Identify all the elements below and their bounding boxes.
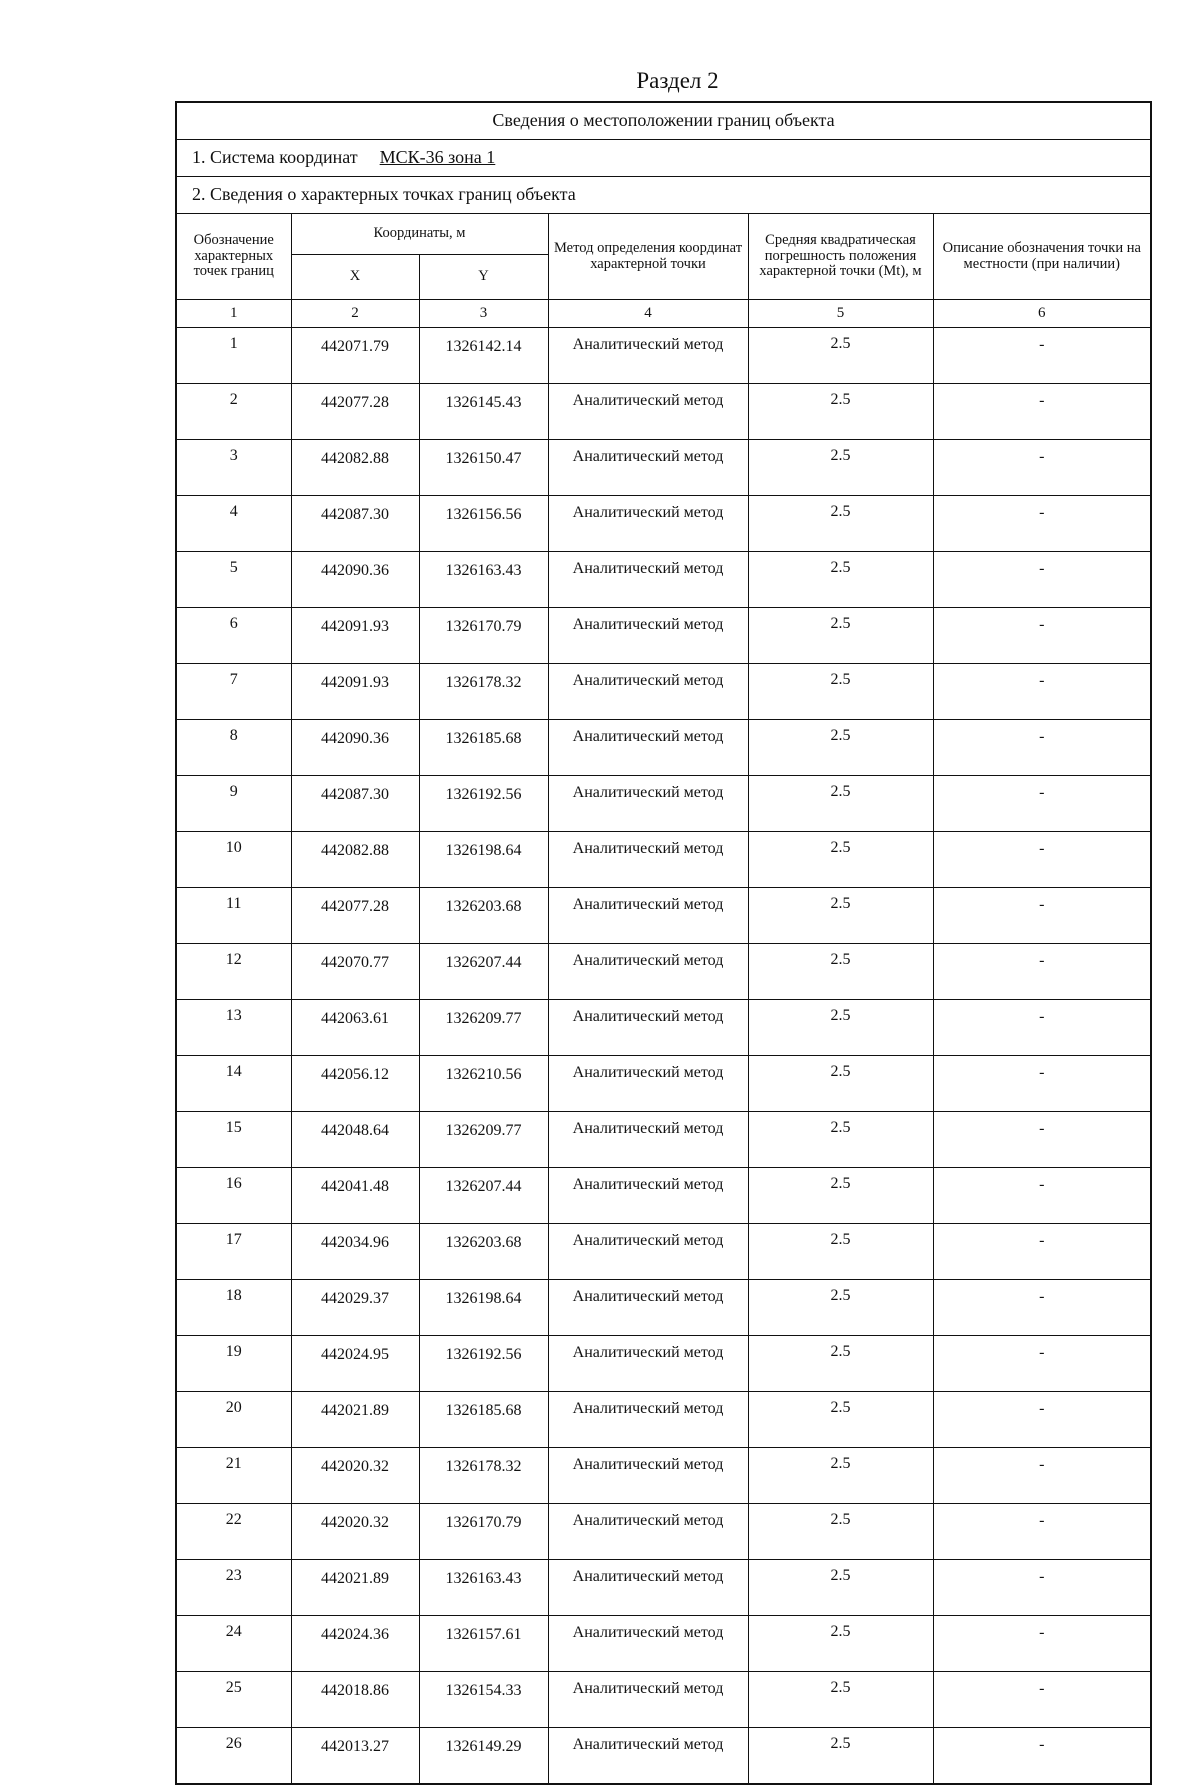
table-row [176, 1336, 1151, 1392]
method-cell: Аналитический метод [548, 1672, 748, 1728]
error-cell: 2.5 [748, 1504, 933, 1560]
table-row [176, 720, 1151, 776]
y-coordinate-cell: 1326178.32 [419, 1448, 548, 1504]
y-coordinate-cell: 1326163.43 [419, 1560, 548, 1616]
header-error: Средняя квадратическая погрешность положения характерной точки (Mt), м [748, 214, 933, 300]
description-cell: - [933, 496, 1151, 552]
point-number-cell: 25 [176, 1672, 291, 1728]
method-cell: Аналитический метод [548, 496, 748, 552]
table-row [176, 888, 1151, 944]
section-title: Раздел 2 [636, 68, 719, 93]
column-number: 2 [291, 300, 419, 328]
error-cell: 2.5 [748, 1000, 933, 1056]
point-number-cell: 8 [176, 720, 291, 776]
x-coordinate-cell: 442087.30 [291, 776, 419, 832]
point-number-cell: 10 [176, 832, 291, 888]
error-cell: 2.5 [748, 1224, 933, 1280]
method-cell: Аналитический метод [548, 832, 748, 888]
point-number-cell: 5 [176, 552, 291, 608]
table-row [176, 776, 1151, 832]
column-number: 6 [933, 300, 1151, 328]
point-number-cell: 9 [176, 776, 291, 832]
y-coordinate-cell: 1326209.77 [419, 1000, 548, 1056]
description-cell: - [933, 384, 1151, 440]
method-cell: Аналитический метод [548, 1616, 748, 1672]
error-cell: 2.5 [748, 552, 933, 608]
point-number-cell: 17 [176, 1224, 291, 1280]
method-cell: Аналитический метод [548, 328, 748, 384]
point-number-cell: 11 [176, 888, 291, 944]
point-number-cell: 3 [176, 440, 291, 496]
description-cell: - [933, 664, 1151, 720]
x-coordinate-cell: 442024.95 [291, 1336, 419, 1392]
point-number-cell: 24 [176, 1616, 291, 1672]
point-number-cell: 15 [176, 1112, 291, 1168]
table-row [176, 328, 1151, 384]
y-coordinate-cell: 1326203.68 [419, 1224, 548, 1280]
point-number-cell: 2 [176, 384, 291, 440]
point-number-cell: 7 [176, 664, 291, 720]
error-cell: 2.5 [748, 944, 933, 1000]
x-coordinate-cell: 442090.36 [291, 552, 419, 608]
method-cell: Аналитический метод [548, 1112, 748, 1168]
method-cell: Аналитический метод [548, 1168, 748, 1224]
y-coordinate-cell: 1326198.64 [419, 832, 548, 888]
column-number: 5 [748, 300, 933, 328]
description-cell: - [933, 1280, 1151, 1336]
y-coordinate-cell: 1326192.56 [419, 776, 548, 832]
y-coordinate-cell: 1326207.44 [419, 944, 548, 1000]
error-cell: 2.5 [748, 1672, 933, 1728]
coord-system-line [176, 140, 1151, 177]
point-number-cell: 18 [176, 1280, 291, 1336]
table-row [176, 384, 1151, 440]
table-row [176, 1728, 1151, 1785]
table-row [176, 1280, 1151, 1336]
error-cell: 2.5 [748, 1280, 933, 1336]
table-row [176, 1448, 1151, 1504]
method-cell: Аналитический метод [548, 944, 748, 1000]
y-coordinate-cell: 1326198.64 [419, 1280, 548, 1336]
error-cell: 2.5 [748, 776, 933, 832]
x-coordinate-cell: 442020.32 [291, 1504, 419, 1560]
description-cell: - [933, 1672, 1151, 1728]
header-coordinates: Координаты, м [291, 214, 548, 255]
description-cell: - [933, 1728, 1151, 1785]
y-coordinate-cell: 1326150.47 [419, 440, 548, 496]
description-cell: - [933, 1504, 1151, 1560]
table-row [176, 664, 1151, 720]
y-coordinate-cell: 1326203.68 [419, 888, 548, 944]
method-cell: Аналитический метод [548, 1392, 748, 1448]
x-coordinate-cell: 442021.89 [291, 1392, 419, 1448]
x-coordinate-cell: 442082.88 [291, 832, 419, 888]
x-coordinate-cell: 442034.96 [291, 1224, 419, 1280]
header-designation: Обозначение характерных точек границ [176, 214, 291, 300]
method-cell: Аналитический метод [548, 1000, 748, 1056]
y-coordinate-cell: 1326163.43 [419, 552, 548, 608]
x-coordinate-cell: 442041.48 [291, 1168, 419, 1224]
y-coordinate-cell: 1326207.44 [419, 1168, 548, 1224]
method-cell: Аналитический метод [548, 608, 748, 664]
point-number-cell: 16 [176, 1168, 291, 1224]
error-cell: 2.5 [748, 720, 933, 776]
y-coordinate-cell: 1326157.61 [419, 1616, 548, 1672]
method-cell: Аналитический метод [548, 1504, 748, 1560]
method-cell: Аналитический метод [548, 1280, 748, 1336]
header-method: Метод определения координат характерной точки [548, 214, 748, 300]
x-coordinate-cell: 442013.27 [291, 1728, 419, 1785]
description-cell: - [933, 1448, 1151, 1504]
error-cell: 2.5 [748, 1056, 933, 1112]
point-number-cell: 26 [176, 1728, 291, 1785]
method-cell: Аналитический метод [548, 552, 748, 608]
description-cell: - [933, 888, 1151, 944]
method-cell: Аналитический метод [548, 664, 748, 720]
table-row [176, 1000, 1151, 1056]
x-coordinate-cell: 442077.28 [291, 384, 419, 440]
description-cell: - [933, 608, 1151, 664]
method-cell: Аналитический метод [548, 384, 748, 440]
error-cell: 2.5 [748, 1560, 933, 1616]
y-coordinate-cell: 1326154.33 [419, 1672, 548, 1728]
description-cell: - [933, 1224, 1151, 1280]
table-row [176, 496, 1151, 552]
error-cell: 2.5 [748, 1616, 933, 1672]
method-cell: Аналитический метод [548, 1560, 748, 1616]
method-cell: Аналитический метод [548, 1728, 748, 1785]
table-row [176, 440, 1151, 496]
table-row [176, 1224, 1151, 1280]
table-row [176, 944, 1151, 1000]
table-row [176, 1616, 1151, 1672]
point-number-cell: 19 [176, 1336, 291, 1392]
error-cell: 2.5 [748, 1168, 933, 1224]
column-numbers-row [176, 300, 1151, 328]
error-cell: 2.5 [748, 1336, 933, 1392]
table-title: Сведения о местоположении границ объекта [176, 102, 1151, 140]
coord-system-value: МСК-36 зона 1 [379, 147, 496, 168]
table-row [176, 1112, 1151, 1168]
column-number: 1 [176, 300, 291, 328]
description-cell: - [933, 328, 1151, 384]
y-coordinate-cell: 1326192.56 [419, 1336, 548, 1392]
x-coordinate-cell: 442018.86 [291, 1672, 419, 1728]
error-cell: 2.5 [748, 1728, 933, 1785]
x-coordinate-cell: 442091.93 [291, 664, 419, 720]
error-cell: 2.5 [748, 608, 933, 664]
y-coordinate-cell: 1326178.32 [419, 664, 548, 720]
x-coordinate-cell: 442090.36 [291, 720, 419, 776]
x-coordinate-cell: 442070.77 [291, 944, 419, 1000]
y-coordinate-cell: 1326149.29 [419, 1728, 548, 1785]
method-cell: Аналитический метод [548, 440, 748, 496]
column-number: 3 [419, 300, 548, 328]
x-coordinate-cell: 442020.32 [291, 1448, 419, 1504]
error-cell: 2.5 [748, 664, 933, 720]
x-coordinate-cell: 442071.79 [291, 328, 419, 384]
method-cell: Аналитический метод [548, 1224, 748, 1280]
x-coordinate-cell: 442063.61 [291, 1000, 419, 1056]
error-cell: 2.5 [748, 1448, 933, 1504]
error-cell: 2.5 [748, 440, 933, 496]
description-cell: - [933, 1000, 1151, 1056]
table-row [176, 1560, 1151, 1616]
coord-system-label: 1. Система координат [192, 147, 358, 168]
y-coordinate-cell: 1326156.56 [419, 496, 548, 552]
y-coordinate-cell: 1326145.43 [419, 384, 548, 440]
y-coordinate-cell: 1326170.79 [419, 1504, 548, 1560]
point-number-cell: 1 [176, 328, 291, 384]
x-coordinate-cell: 442091.93 [291, 608, 419, 664]
header-x: X [291, 255, 419, 300]
method-cell: Аналитический метод [548, 720, 748, 776]
description-cell: - [933, 720, 1151, 776]
x-coordinate-cell: 442024.36 [291, 1616, 419, 1672]
y-coordinate-cell: 1326210.56 [419, 1056, 548, 1112]
error-cell: 2.5 [748, 832, 933, 888]
description-cell: - [933, 776, 1151, 832]
table-row [176, 1168, 1151, 1224]
description-cell: - [933, 1336, 1151, 1392]
error-cell: 2.5 [748, 1392, 933, 1448]
table-row [176, 1672, 1151, 1728]
boundary-points-table [175, 101, 1152, 1785]
method-cell: Аналитический метод [548, 1448, 748, 1504]
error-cell: 2.5 [748, 1112, 933, 1168]
description-cell: - [933, 440, 1151, 496]
point-number-cell: 13 [176, 1000, 291, 1056]
error-cell: 2.5 [748, 888, 933, 944]
table-row [176, 1504, 1151, 1560]
description-cell: - [933, 1616, 1151, 1672]
description-cell: - [933, 552, 1151, 608]
y-coordinate-cell: 1326185.68 [419, 720, 548, 776]
x-coordinate-cell: 442056.12 [291, 1056, 419, 1112]
description-cell: - [933, 1056, 1151, 1112]
y-coordinate-cell: 1326170.79 [419, 608, 548, 664]
method-cell: Аналитический метод [548, 1056, 748, 1112]
point-number-cell: 6 [176, 608, 291, 664]
description-cell: - [933, 1168, 1151, 1224]
method-cell: Аналитический метод [548, 1336, 748, 1392]
x-coordinate-cell: 442082.88 [291, 440, 419, 496]
error-cell: 2.5 [748, 496, 933, 552]
point-number-cell: 20 [176, 1392, 291, 1448]
points-heading: 2. Сведения о характерных точках границ объекта [176, 177, 1151, 214]
description-cell: - [933, 944, 1151, 1000]
x-coordinate-cell: 442048.64 [291, 1112, 419, 1168]
description-cell: - [933, 1560, 1151, 1616]
description-cell: - [933, 1392, 1151, 1448]
y-coordinate-cell: 1326209.77 [419, 1112, 548, 1168]
x-coordinate-cell: 442021.89 [291, 1560, 419, 1616]
y-coordinate-cell: 1326142.14 [419, 328, 548, 384]
point-number-cell: 23 [176, 1560, 291, 1616]
table-row [176, 832, 1151, 888]
point-number-cell: 4 [176, 496, 291, 552]
x-coordinate-cell: 442077.28 [291, 888, 419, 944]
point-number-cell: 12 [176, 944, 291, 1000]
header-description: Описание обозначения точки на местности (при наличии) [933, 214, 1151, 300]
point-number-cell: 22 [176, 1504, 291, 1560]
header-y: Y [419, 255, 548, 300]
point-number-cell: 21 [176, 1448, 291, 1504]
method-cell: Аналитический метод [548, 888, 748, 944]
y-coordinate-cell: 1326185.68 [419, 1392, 548, 1448]
table-row [176, 552, 1151, 608]
description-cell: - [933, 832, 1151, 888]
description-cell: - [933, 1112, 1151, 1168]
x-coordinate-cell: 442029.37 [291, 1280, 419, 1336]
error-cell: 2.5 [748, 384, 933, 440]
error-cell: 2.5 [748, 328, 933, 384]
table-row [176, 608, 1151, 664]
table-row [176, 1056, 1151, 1112]
table-row [176, 1392, 1151, 1448]
method-cell: Аналитический метод [548, 776, 748, 832]
point-number-cell: 14 [176, 1056, 291, 1112]
x-coordinate-cell: 442087.30 [291, 496, 419, 552]
column-number: 4 [548, 300, 748, 328]
